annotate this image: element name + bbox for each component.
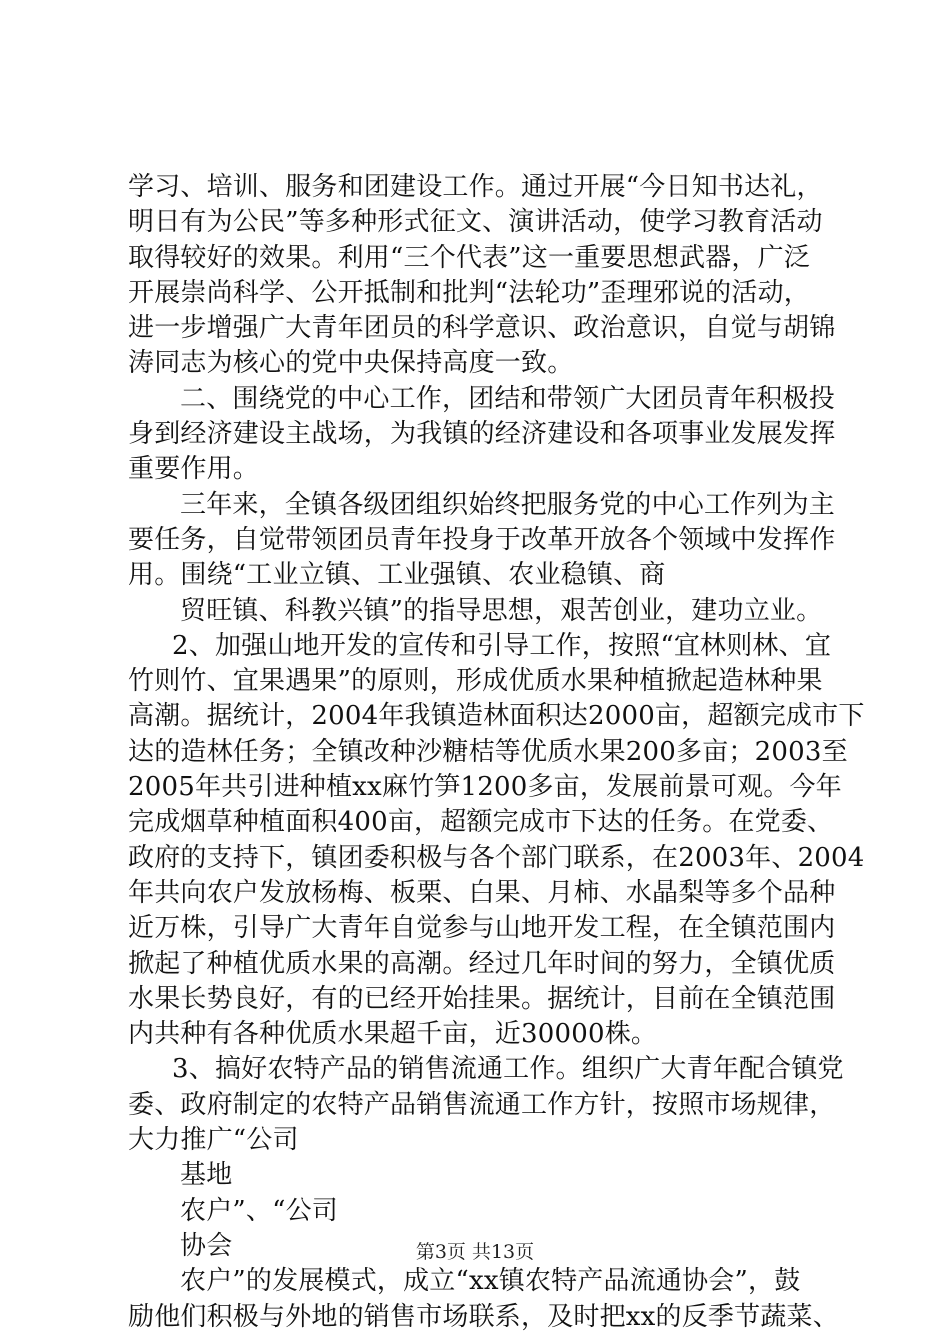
- text-line: 2005年共引进种植xx麻竹笋1200多亩，发展前景可观。今年: [128, 772, 842, 803]
- paragraph-start-line: 三年来，全镇各级团组织始终把服务党的中心工作列为主: [180, 489, 836, 520]
- text-line: 励他们积极与外地的销售市场联系，及时把xx的反季节蔬菜、: [128, 1301, 839, 1332]
- document-body: [128, 170, 865, 1335]
- paragraph-start-line: 3、搞好农特产品的销售流通工作。组织广大青年配合镇党: [172, 1054, 844, 1085]
- text-line: 内共种有各种优质水果超千亩，近30000株。: [128, 1019, 658, 1050]
- text-line: 用。围绕“工业立镇、工业强镇、农业稳镇、商: [128, 560, 666, 591]
- text-line: 委、政府制定的农特产品销售流通工作方针，按照市场规律，: [128, 1089, 836, 1120]
- text-line: 学习、培训、服务和团建设工作。通过开展“今日知书达礼，: [128, 172, 823, 202]
- text-line: 竹则竹、宜果遇果”的原则，形成优质水果种植掀起造林种果: [128, 666, 823, 697]
- text-line: 达的造林任务；全镇改种沙糖桔等优质水果200多亩；2003至: [128, 736, 848, 767]
- text-line: 高潮。据统计，2004年我镇造林面积达2000亩，超额完成市下: [128, 701, 865, 732]
- text-line: 基地: [180, 1160, 233, 1191]
- text-line: 涛同志为核心的党中央保持高度一致。: [128, 348, 574, 379]
- page-number-footer: 第3页 共13页: [415, 1241, 535, 1263]
- text-line: 年共向农户发放杨梅、板栗、白果、月柿、水晶梨等多个品种: [128, 877, 836, 908]
- text-line: 重要作用。: [128, 454, 260, 485]
- text-line: 农户”、“公司: [180, 1195, 338, 1226]
- text-line: 进一步增强广大青年团员的科学意识、政治意识，自觉与胡锦: [128, 313, 836, 344]
- text-line: 明日有为公民”等多种形式征文、演讲活动，使学习教育活动: [128, 207, 823, 238]
- text-line: 掀起了种植优质水果的高潮。经过几年时间的努力，全镇优质: [128, 948, 836, 979]
- text-line: 农户”的发展模式，成立“xx镇农特产品流通协会”，鼓: [180, 1266, 801, 1297]
- paragraph-start-line: 2、加强山地开发的宣传和引导工作，按照“宜林则林、宜: [172, 630, 832, 661]
- text-line: 近万株，引导广大青年自觉参与山地开发工程，在全镇范围内: [128, 913, 836, 944]
- text-line: 完成烟草种植面积400亩，超额完成市下达的任务。在党委、: [128, 807, 834, 838]
- text-line: 政府的支持下，镇团委积极与各个部门联系，在2003年、2004: [128, 842, 865, 873]
- paragraph-start-line: 二、围绕党的中心工作，团结和带领广大团员青年积极投: [180, 383, 836, 414]
- text-line: 贸旺镇、科教兴镇”的指导思想，艰苦创业，建功立业。: [180, 595, 823, 626]
- text-line: 取得较好的效果。利用“三个代表”这一重要思想武器，广泛: [128, 242, 810, 273]
- text-line: 协会: [180, 1230, 233, 1261]
- text-line: 身到经济建设主战场，为我镇的经济建设和各项事业发展发挥: [128, 419, 836, 450]
- text-line: 开展崇尚科学、公开抵制和批判“法轮功”歪理邪说的活动，: [128, 277, 810, 308]
- text-line: 大力推广“公司: [128, 1125, 299, 1156]
- text-line: 要任务，自觉带领团员青年投身于改革开放各个领域中发挥作: [128, 524, 836, 555]
- text-line: 水果长势良好，有的已经开始挂果。据统计，目前在全镇范围: [128, 983, 836, 1014]
